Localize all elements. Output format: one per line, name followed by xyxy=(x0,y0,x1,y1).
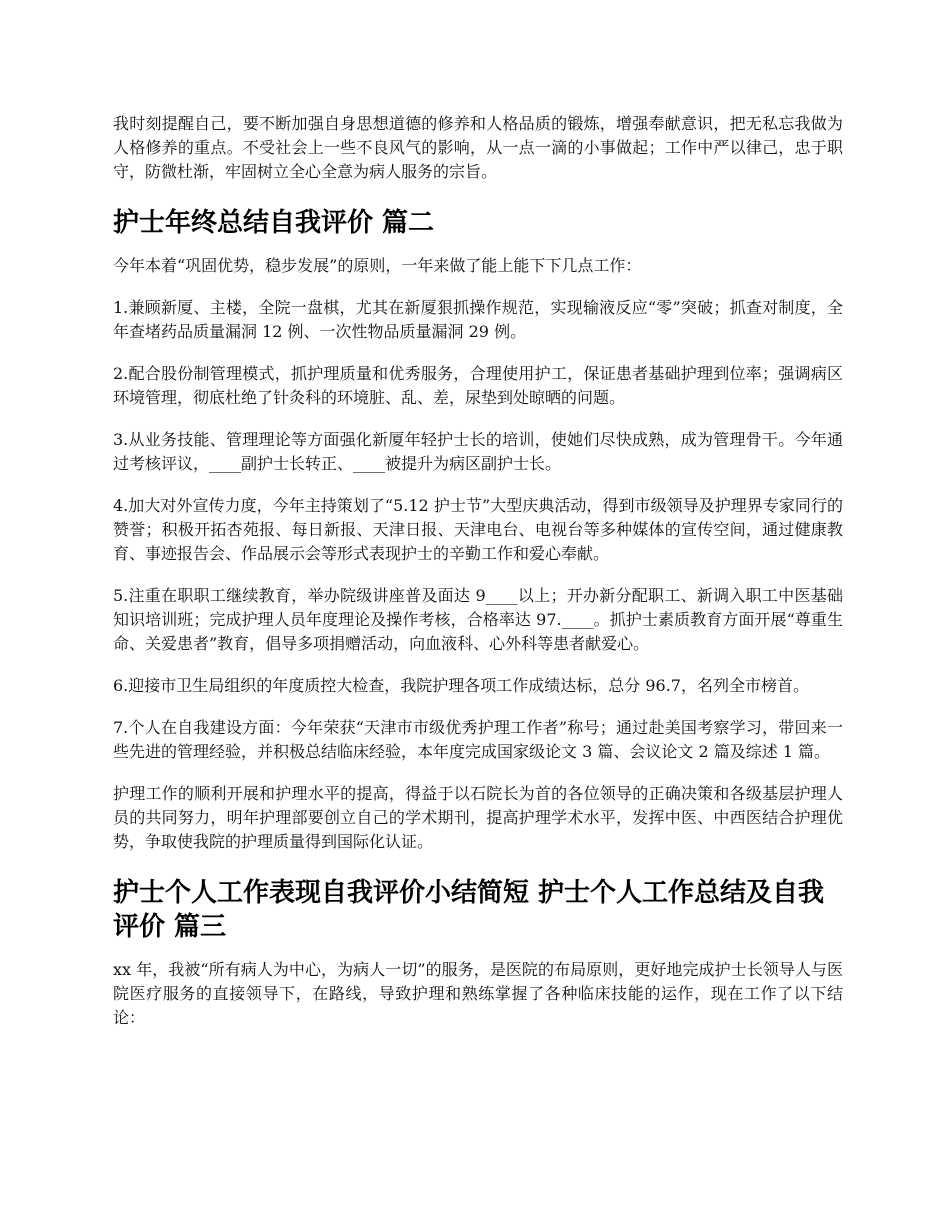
document-page xyxy=(113,112,843,1030)
section2-closing: 护理工作的顺利开展和护理水平的提高，得益于以石院长为首的各位领导的正确决策和各级基层护理人员的共同努力，明年护理部要创立自己的学术期刊，提高护理学术水平，发挥中医、中西医结合护理优势，争取使我院的护理质量得到国际化认证。 xyxy=(113,784,843,851)
section3-intro: xx 年，我被“所有病人为中心，为病人一切”的服务，是医院的布局原则，更好地完成护士长领导人与医院医疗服务的直接领导下，在路线，导致护理和熟练掌握了各种临床技能的运作，现在工作了以下结论： xyxy=(113,960,843,1027)
list-item-4: 4.加大对外宣传力度，今年主持策划了“5.12 护士节”大型庆典活动，得到市级领导及护理界专家同行的赞誉；积极开拓杏苑报、每日新报、天津日报、天津电台、电视台等多种媒体的宣传空间，通过健康教育、事迹报告会、作品展示会等形式表现护士的辛勤工作和爱心奉献。 xyxy=(113,496,843,563)
section-heading-3: 护士个人工作表现自我评价小结简短 护士个人工作总结及自我评价 篇三 xyxy=(113,878,825,942)
list-item-6: 6.迎接市卫生局组织的年度质控大检查，我院护理各项工作成绩达标，总分 96.7，名列全市榜首。 xyxy=(113,676,809,695)
list-item-7: 7.个人在自我建设方面：今年荣获“天津市市级优秀护理工作者”称号；通过赴美国考察学习，带回来一些先进的管理经验，并积极总结临床经验，本年度完成国家级论文 3 篇、会议论文 2 篇及综述 1 篇。 xyxy=(113,718,843,761)
list-item-2: 2.配合股份制管理模式，抓护理质量和优秀服务，合理使用护工，保证患者基础护理到位率；强调病区环境管理，彻底杜绝了针灸科的环境脏、乱、差，尿垫到处晾晒的问题。 xyxy=(113,364,843,407)
list-item-3: 3.从业务技能、管理理论等方面强化新厦年轻护士长的培训，使她们尽快成熟，成为管理骨干。今年通过考核评议，____副护士长转正、____被提升为病区副护士长。 xyxy=(113,430,843,473)
section2-intro: 今年本着“巩固优势，稳步发展”的原则，一年来做了能上能下下几点工作： xyxy=(113,256,642,275)
opening-paragraph: 我时刻提醒自己，要不断加强自身思想道德的修养和人格品质的锻炼，增强奉献意识，把无私忘我做为人格修养的重点。不受社会上一些不良风气的影响，从一点一滴的小事做起；工作中严以律己，忠于职守，防微杜渐，牢固树立全心全意为病人服务的宗旨。 xyxy=(113,114,843,181)
list-item-1: 1.兼顾新厦、主楼，全院一盘棋，尤其在新厦狠抓操作规范，实现输液反应“零”突破；抓查对制度，全年查堵药品质量漏洞 12 例、一次性物品质量漏洞 29 例。 xyxy=(113,298,843,341)
list-item-5: 5.注重在职职工继续教育，举办院级讲座普及面达 9____以上；开办新分配职工、新调入职工中医基础知识培训班；完成护理人员年度理论及操作考核，合格率达 97.____。抓护士素质教育方面开展“尊重生命、关爱患者”教育，倡导多项捐赠活动，向血液科、心外科等患者献爱心。 xyxy=(113,586,843,653)
section-heading-2: 护士年终总结自我评价 篇二 xyxy=(113,208,435,238)
